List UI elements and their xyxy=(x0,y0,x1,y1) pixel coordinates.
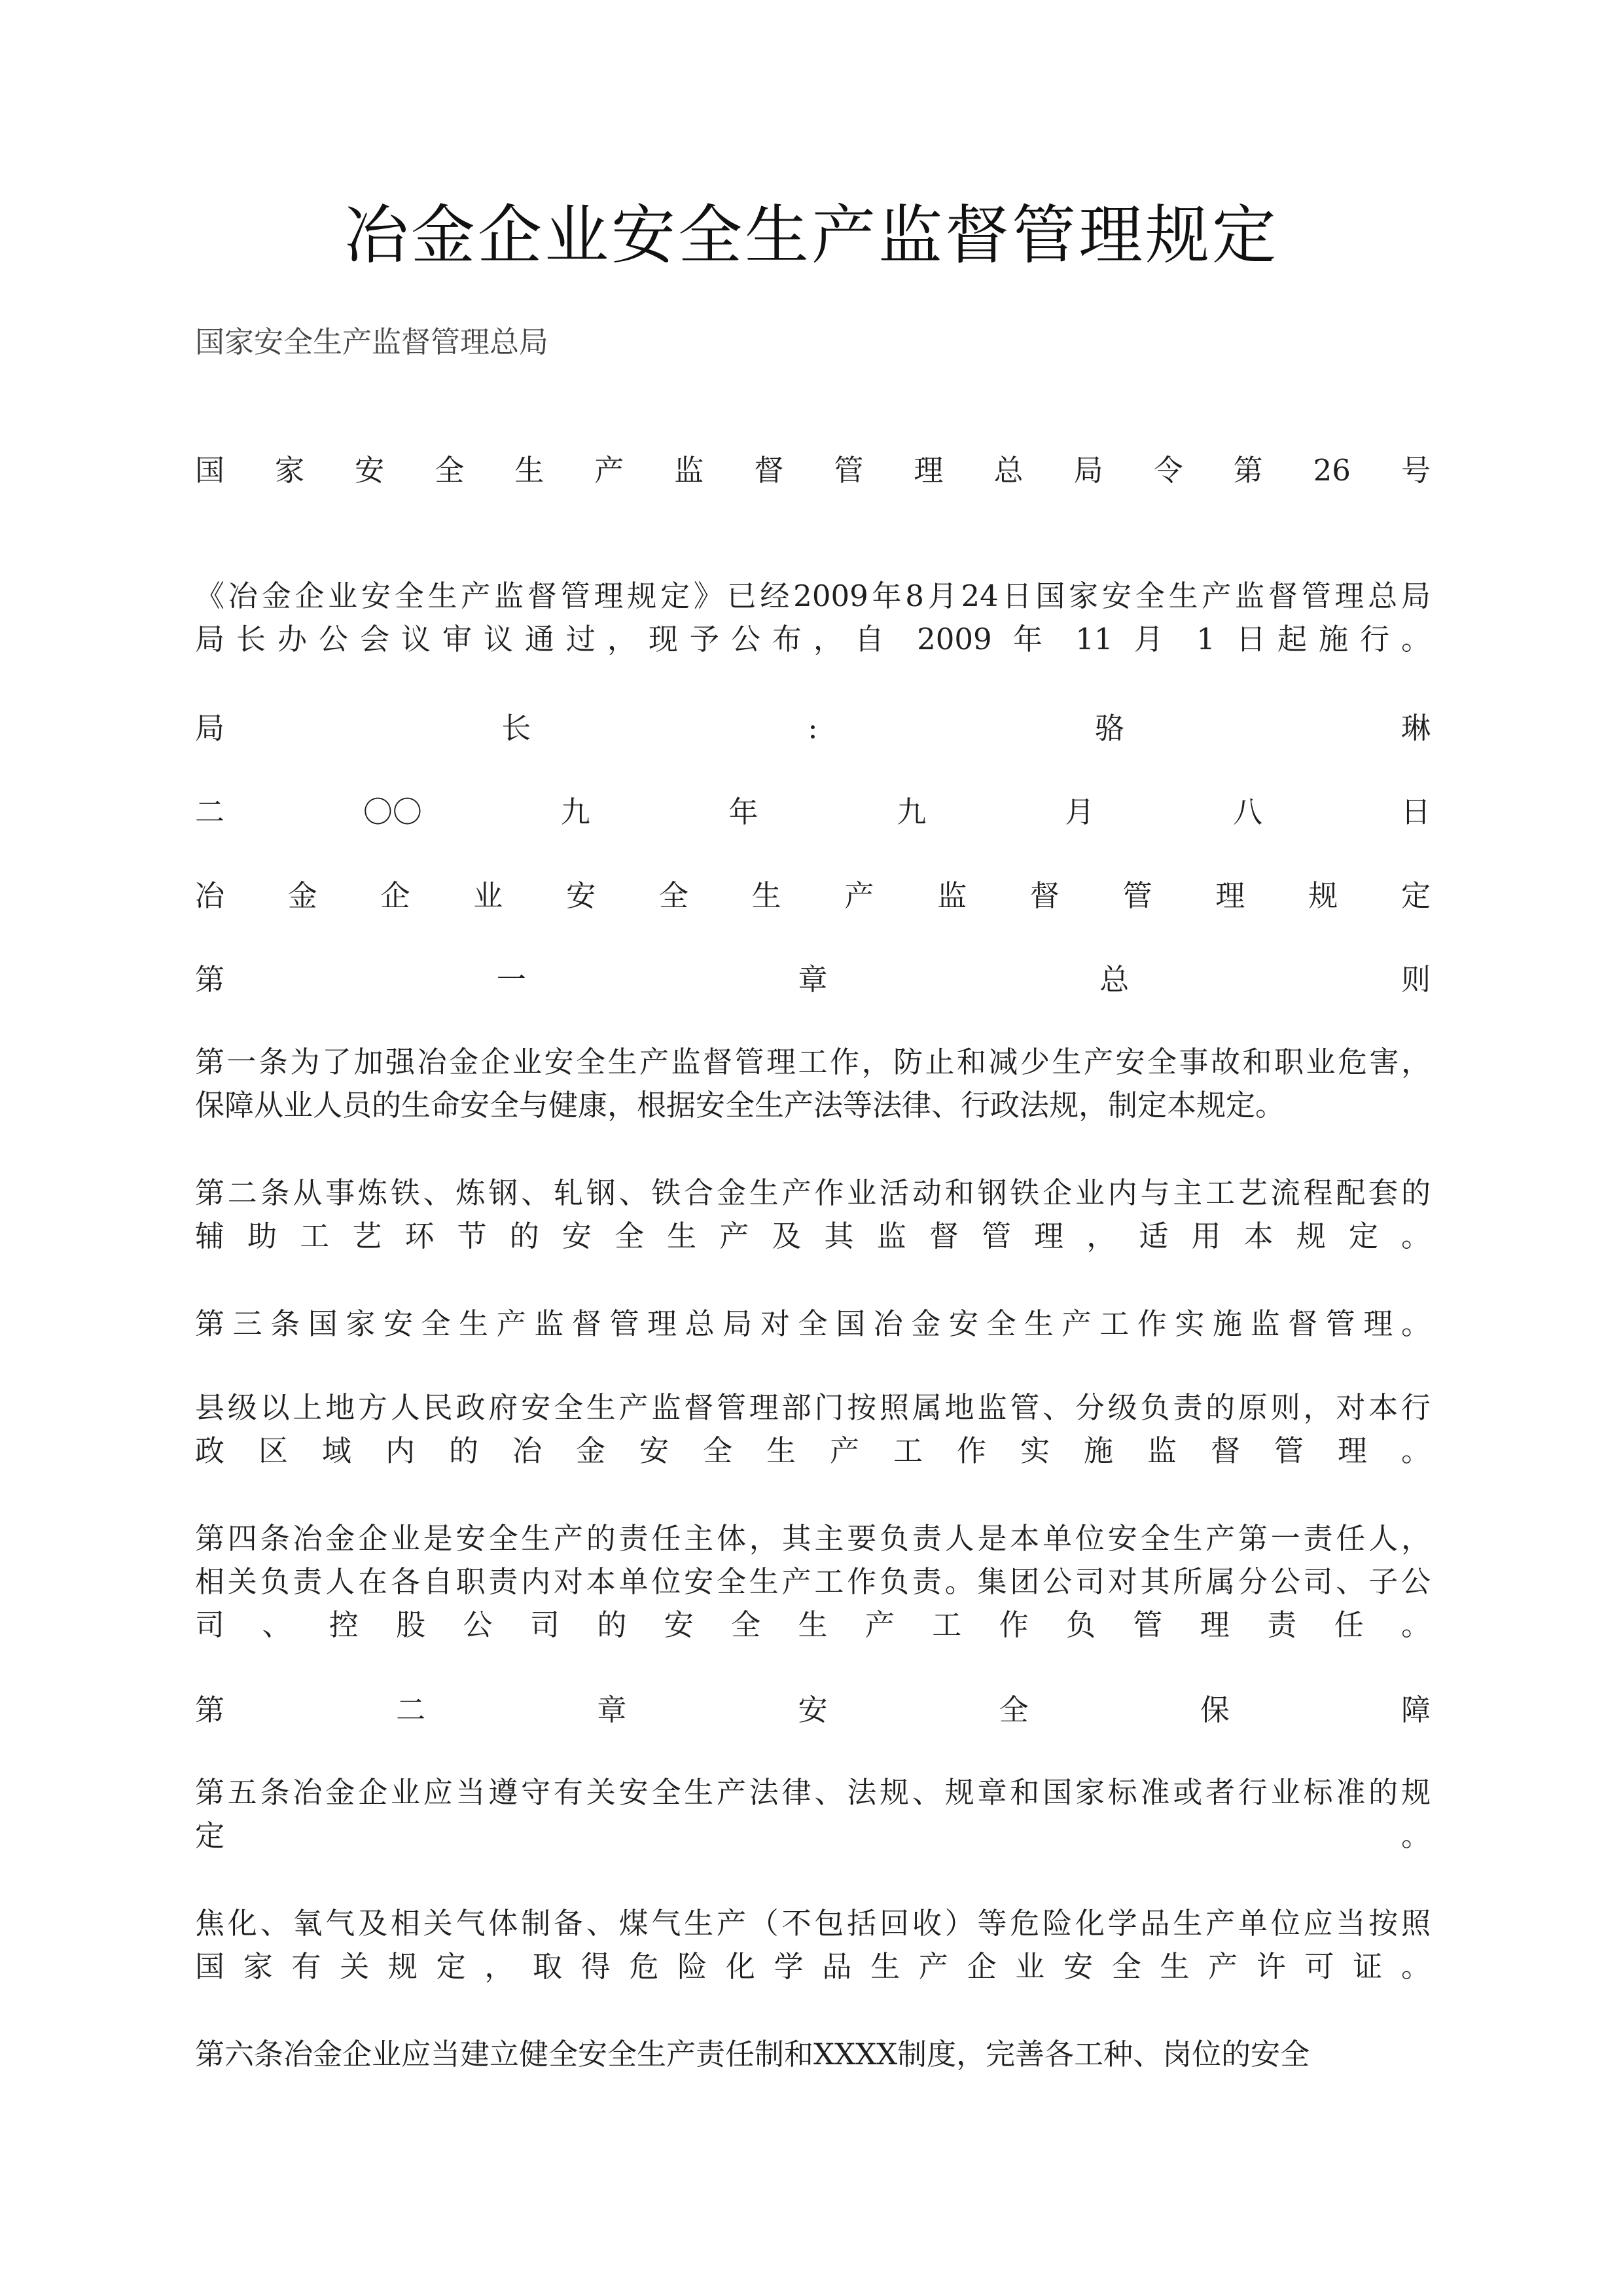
preamble-line: 局长办公会议审议通过，现予公布，自 2009 年 11 月 1 日起施行。 xyxy=(195,622,1431,656)
chapter-char: 章 xyxy=(597,1693,627,1727)
repeat-title-char: 全 xyxy=(658,878,688,913)
director-char: 长 xyxy=(501,711,531,745)
order-char: 总 xyxy=(993,453,1024,488)
repeat-title-char: 监 xyxy=(937,878,967,913)
issuer-line xyxy=(195,321,1431,364)
preamble-paragraph xyxy=(195,575,1431,661)
order-char: 第 xyxy=(1233,453,1263,488)
issuer-text: 国家安全生产监督管理总局 xyxy=(195,325,549,359)
order-char: 家 xyxy=(275,453,305,488)
repeat-title-char: 定 xyxy=(1400,878,1431,913)
preamble-line: 《冶金企业安全生产监督管理规定》已经2009年8月24日国家安全生产监督管理总局 xyxy=(195,579,1431,613)
order-char: 令 xyxy=(1153,453,1183,488)
director-char: 局 xyxy=(195,711,225,745)
date-char: 九 xyxy=(897,795,927,829)
article-line: 国家有关规定，取得危险化学品生产企业安全生产许可证。 xyxy=(195,1949,1431,1984)
order-char: 安 xyxy=(355,453,385,488)
article-line: 县级以上地方人民政府安全生产监督管理部门按照属地监管、分级负责的原则，对本行 xyxy=(195,1390,1431,1425)
date-line xyxy=(195,791,1431,834)
article-line: 第二条从事炼铁、炼钢、轧钢、铁合金生产作业活动和钢铁企业内与主工艺流程配套的 xyxy=(195,1175,1431,1210)
chapter-char: 章 xyxy=(798,962,828,997)
document-title: 冶金企业安全生产监督管理规定 xyxy=(344,198,1279,273)
order-char: 产 xyxy=(594,453,624,488)
article-line: 司、控股公司的安全生产工作负管理责任。 xyxy=(195,1607,1431,1642)
article-line: 第三条国家安全生产监督管理总局对全国冶金安全生产工作实施监督管理。 xyxy=(195,1306,1431,1341)
date-char: 日 xyxy=(1400,795,1431,829)
article-5 xyxy=(195,1771,1431,1857)
repeat-title-char: 规 xyxy=(1308,878,1338,913)
article-1 xyxy=(195,1041,1431,1127)
article-line: 政区域内的冶金安全生产工作实施监督管理。 xyxy=(195,1433,1431,1468)
order-char: 生 xyxy=(514,453,544,488)
date-char: 八 xyxy=(1233,795,1263,829)
chapter-char: 安 xyxy=(798,1693,828,1727)
article-line: 焦化、氧气及相关气体制备、煤气生产（不包括回收）等危险化学品生产单位应当按照 xyxy=(195,1906,1431,1941)
order-char: 管 xyxy=(834,453,864,488)
repeat-title-char: 生 xyxy=(751,878,781,913)
director-char: : xyxy=(808,711,818,745)
order-char: 国 xyxy=(195,453,225,488)
order-char: 26 xyxy=(1313,453,1351,488)
article-6 xyxy=(195,2033,1431,2076)
repeat-title-char: 业 xyxy=(473,878,503,913)
order-char: 号 xyxy=(1400,453,1431,488)
repeat-title-char: 理 xyxy=(1215,878,1245,913)
article-line: 第四条冶金企业是安全生产的责任主体，其主要负责人是本单位安全生产第一责任人， xyxy=(195,1521,1431,1556)
director-char: 琳 xyxy=(1400,711,1431,745)
article-line: 辅助工艺环节的安全生产及其监督管理，适用本规定。 xyxy=(195,1219,1431,1253)
article-line: 第五条冶金企业应当遵守有关安全生产法律、法规、规章和国家标准或者行业标准的规 xyxy=(195,1775,1431,1810)
repeat-title-char: 冶 xyxy=(195,878,225,913)
repeat-title-char: 管 xyxy=(1122,878,1152,913)
article-3 xyxy=(195,1302,1431,1346)
order-char: 全 xyxy=(435,453,465,488)
order-number-line xyxy=(195,449,1431,492)
repeat-title-char: 金 xyxy=(287,878,317,913)
date-char: 九 xyxy=(560,795,590,829)
order-char: 局 xyxy=(1073,453,1103,488)
article-line: 相关负责人在各自职责内对本单位安全生产工作负责。集团公司对其所属分公司、子公 xyxy=(195,1564,1431,1599)
date-char: 〇〇 xyxy=(363,795,422,829)
article-line: 第六条冶金企业应当建立健全安全生产责任制和XXXX制度，完善各工种、岗位的安全 xyxy=(195,2037,1310,2072)
order-char: 监 xyxy=(674,453,704,488)
director-line xyxy=(195,707,1431,750)
chapter-char: 则 xyxy=(1400,962,1431,997)
order-char: 督 xyxy=(754,453,784,488)
article-5-paragraph-2 xyxy=(195,1902,1431,1988)
chapter-1-heading xyxy=(195,958,1431,1001)
article-line: 定。 xyxy=(195,1818,1431,1853)
article-2 xyxy=(195,1172,1431,1258)
article-3-paragraph-2 xyxy=(195,1386,1431,1473)
chapter-char: 第 xyxy=(195,962,225,997)
chapter-char: 总 xyxy=(1099,962,1130,997)
date-char: 月 xyxy=(1065,795,1095,829)
article-line: 保障从业人员的生命安全与健康，根据安全生产法等法律、行政法规，制定本规定。 xyxy=(195,1088,1285,1122)
article-4 xyxy=(195,1517,1431,1647)
repeat-title-char: 产 xyxy=(844,878,874,913)
chapter-char: 障 xyxy=(1400,1693,1431,1727)
chapter-char: 第 xyxy=(195,1693,225,1727)
chapter-char: 全 xyxy=(999,1693,1029,1727)
director-char: 骆 xyxy=(1094,711,1124,745)
chapter-2-heading xyxy=(195,1689,1431,1732)
repeat-title-char: 企 xyxy=(380,878,410,913)
repeat-title-char: 督 xyxy=(1029,878,1060,913)
date-char: 年 xyxy=(728,795,758,829)
date-char: 二 xyxy=(195,795,225,829)
chapter-char: 保 xyxy=(1200,1693,1230,1727)
repeat-title-char: 安 xyxy=(566,878,596,913)
repeat-title-line xyxy=(195,874,1431,918)
chapter-char: 二 xyxy=(396,1693,426,1727)
article-line: 第一条为了加强冶金企业安全生产监督管理工作，防止和减少生产安全事故和职业危害， xyxy=(195,1045,1431,1079)
order-char: 理 xyxy=(914,453,944,488)
chapter-char: 一 xyxy=(496,962,526,997)
